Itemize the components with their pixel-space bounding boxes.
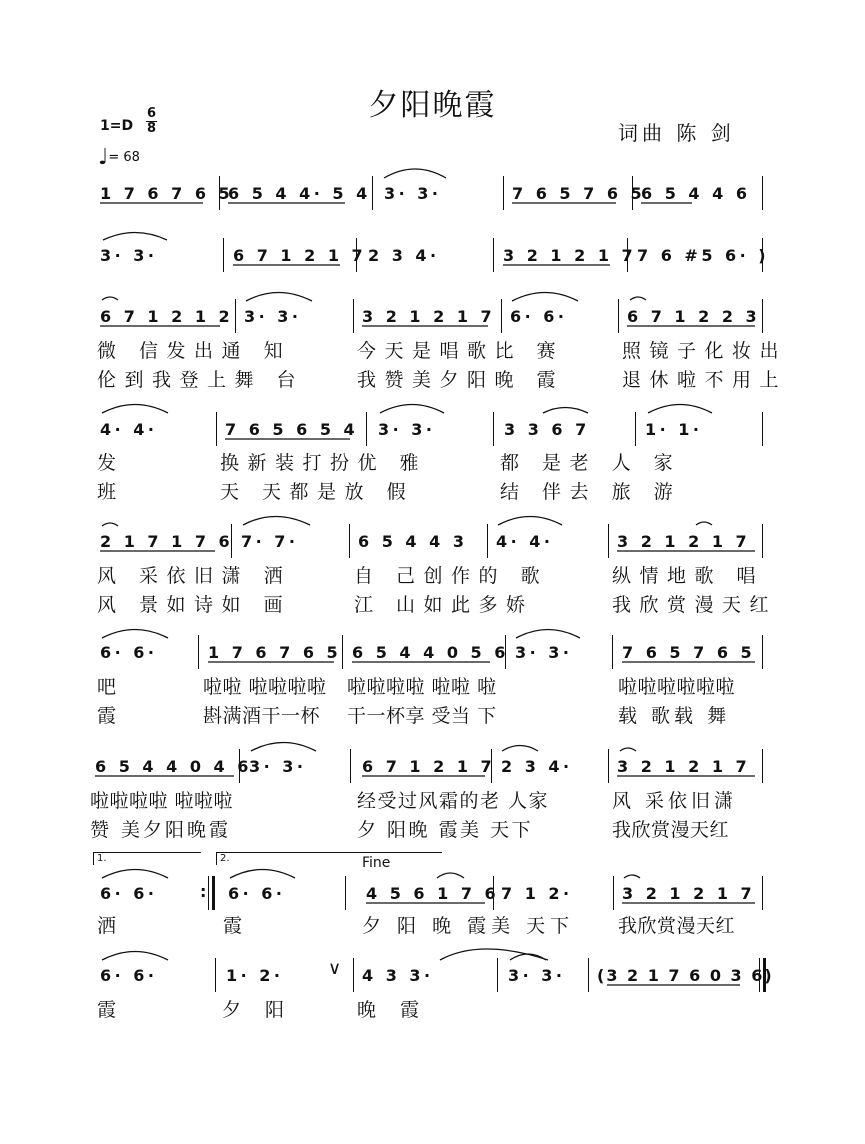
measure: 6 7 1 2 1 2 [100, 307, 234, 326]
slur [251, 743, 316, 752]
lyric: 霞 [97, 999, 125, 1021]
quarter-note-icon: ♩ [98, 145, 109, 170]
measure: 3· 3· [515, 643, 573, 662]
fine-marking: Fine [362, 855, 391, 871]
repeat-sign: : [200, 882, 207, 901]
measure: 6· 6· [510, 307, 568, 326]
measure: 4 5 6 1 7 6 [366, 884, 500, 903]
measure: 7· 7· [241, 532, 299, 551]
measure: 4 3 3· [362, 966, 434, 985]
slur [102, 870, 168, 879]
lyric: 夕 阳晚 霞美 天下 [357, 819, 534, 841]
measure: 3 2 1 2 1 7 [362, 307, 496, 326]
lyric: 风 景如诗如 画 [97, 594, 292, 616]
measure: 4· 4· [496, 532, 554, 551]
lyric: 退休啦不用上 [622, 369, 788, 391]
slur [512, 293, 578, 302]
measure: 6· 6· [100, 643, 158, 662]
lyric: 啦啦啦啦 啦啦 啦 [347, 676, 497, 698]
lyric: 换新装打扮优 雅 [220, 452, 428, 474]
lyric: 我赞美夕阳晚 霞 [357, 369, 565, 391]
lyric: 晚 霞 [357, 999, 429, 1021]
lyric: 啦啦啦啦 啦啦啦 [90, 790, 234, 812]
lyric: 都 是老 人 家 [500, 452, 682, 474]
measure: 3· 3· [100, 246, 158, 265]
lyric: 洒 [97, 915, 125, 937]
lyric: 班 [97, 481, 125, 503]
volta-2-label: 2. [220, 853, 230, 864]
slur [498, 517, 562, 526]
lyric: 啦啦 啦啦啦啦 [203, 676, 327, 698]
measure: 6· 6· [100, 884, 158, 903]
measure: 7 1 2· [501, 884, 573, 903]
lyric: 纵情地歌 唱 [612, 565, 765, 587]
slur [543, 408, 588, 414]
slur [516, 630, 580, 639]
measure: 3· 3· [384, 184, 442, 203]
lyric: 我欣赏漫天红 [612, 819, 730, 841]
lyric: 载 歌载 舞 [618, 705, 731, 727]
measure: 7 6 5 6 5 4 [225, 420, 359, 439]
lyric: 结 伴去 旅 游 [500, 481, 682, 503]
lyric: 自 己创作的 歌 [354, 565, 549, 587]
beams [95, 203, 755, 985]
slur [630, 297, 646, 300]
lyric: 夕 阳 [222, 999, 294, 1021]
measure: 4· 4· [100, 420, 158, 439]
lyric: 照镜子化妆出 [622, 340, 788, 362]
lyric: 天 天都是放 假 [220, 481, 415, 503]
slur [230, 870, 295, 879]
song-title: 夕阳晚霞 [368, 88, 497, 123]
measure: 6 5 4 4 6 [641, 184, 751, 203]
measure: 1· 2· [226, 966, 284, 985]
slur [102, 952, 168, 961]
lyric: 发 [97, 452, 125, 474]
time-signature-top: 6 [147, 106, 157, 121]
slur [246, 293, 312, 302]
time-signature-bottom: 8 [147, 121, 157, 136]
measure: 7 6 5 7 6 5 [622, 643, 756, 662]
measure: 6 5 4 4 3 [358, 532, 468, 551]
slurs [102, 169, 712, 960]
measure: 6 5 4 4 0 4 6 [95, 757, 252, 776]
measure: 7 6 5 7 6 5 [512, 184, 646, 203]
measure: 3· 3· [249, 757, 307, 776]
tempo-value: = 68 [108, 150, 140, 165]
measure: 7 6 #5 6· ) [637, 246, 770, 265]
lyric: 干一杯享 受当 下 [347, 705, 497, 727]
measure: 3· 3· [378, 420, 436, 439]
measure: 3 3 6 7 [504, 420, 590, 439]
slur [620, 748, 636, 751]
measure: 6 7 1 2 2 3 [627, 307, 761, 326]
slur [102, 630, 168, 639]
slur [648, 405, 712, 414]
measure: 6· 6· [228, 884, 286, 903]
slur [102, 523, 118, 526]
lyric: 我欣赏漫天红 [612, 594, 778, 616]
measure: 6 5 4 4· 5 4 [228, 184, 371, 203]
slur [243, 517, 310, 526]
lyric: 风 采依旧潇 洒 [97, 565, 292, 587]
lyric: 江 山如此多娇 [354, 594, 534, 616]
breath-mark: ∨ [328, 958, 342, 979]
lyric: 霞 [97, 705, 117, 727]
measure: 6 7 1 2 1 7 [233, 246, 367, 265]
key-signature: 1=D [100, 118, 134, 134]
measure: 6 7 1 2 1 7 [362, 757, 496, 776]
volta-1-label: 1. [97, 853, 107, 864]
measure: 3· 3· [508, 966, 566, 985]
measure: (3 2 1 7 6 0 3 6) [597, 966, 774, 985]
lyric: 经受过风霜的老 人家 [357, 790, 550, 812]
measure: 2 3 4· [501, 757, 573, 776]
lyric: 夕 阳 晚 霞美 天下 [362, 915, 575, 937]
lyric: 赞 美夕阳晚霞 [90, 819, 232, 841]
measure: 6 5 4 4 0 5 6 [352, 643, 509, 662]
lyric: 伦到我登上舞 台 [97, 369, 305, 391]
measure: 6· 6· [100, 966, 158, 985]
slur [437, 873, 464, 878]
measure: 3 2 1 2 1 7 [622, 884, 756, 903]
measure: 3 2 1 2 1 7 [617, 757, 751, 776]
measure: 3· 3· [244, 307, 302, 326]
measure: 1 7 6 7 6 5 [100, 184, 234, 203]
measure: 1· 1· [645, 420, 703, 439]
slur [380, 405, 444, 414]
lyric: 霞 [223, 915, 251, 937]
lyric: 微 信发出通 知 [97, 340, 292, 362]
lyric: 今天是唱歌比 赛 [357, 340, 565, 362]
credits: 词曲 陈 剑 [618, 121, 735, 145]
lyric: 啦啦啦啦啦啦 [618, 676, 736, 698]
measure: 2 3 4· [368, 246, 440, 265]
slur [624, 875, 640, 878]
slur [102, 405, 168, 414]
lyric: 我欣赏漫天红 [618, 915, 736, 937]
measure: 1 7 6 7 6 5 [208, 643, 342, 662]
lyric: 斟满酒干一杯 [203, 705, 321, 727]
measure: 2 1 7 1 7 6 [100, 532, 234, 551]
lyric: 风 采依旧潇 [612, 790, 738, 812]
slur [384, 169, 446, 178]
slur [502, 746, 538, 752]
lyric: 吧 [97, 676, 117, 698]
measure: 3 2 1 2 1 7 [503, 246, 637, 265]
slur [102, 297, 118, 300]
measure: 3 2 1 2 1 7 [617, 532, 751, 551]
slur [696, 522, 712, 525]
slur [103, 233, 167, 241]
